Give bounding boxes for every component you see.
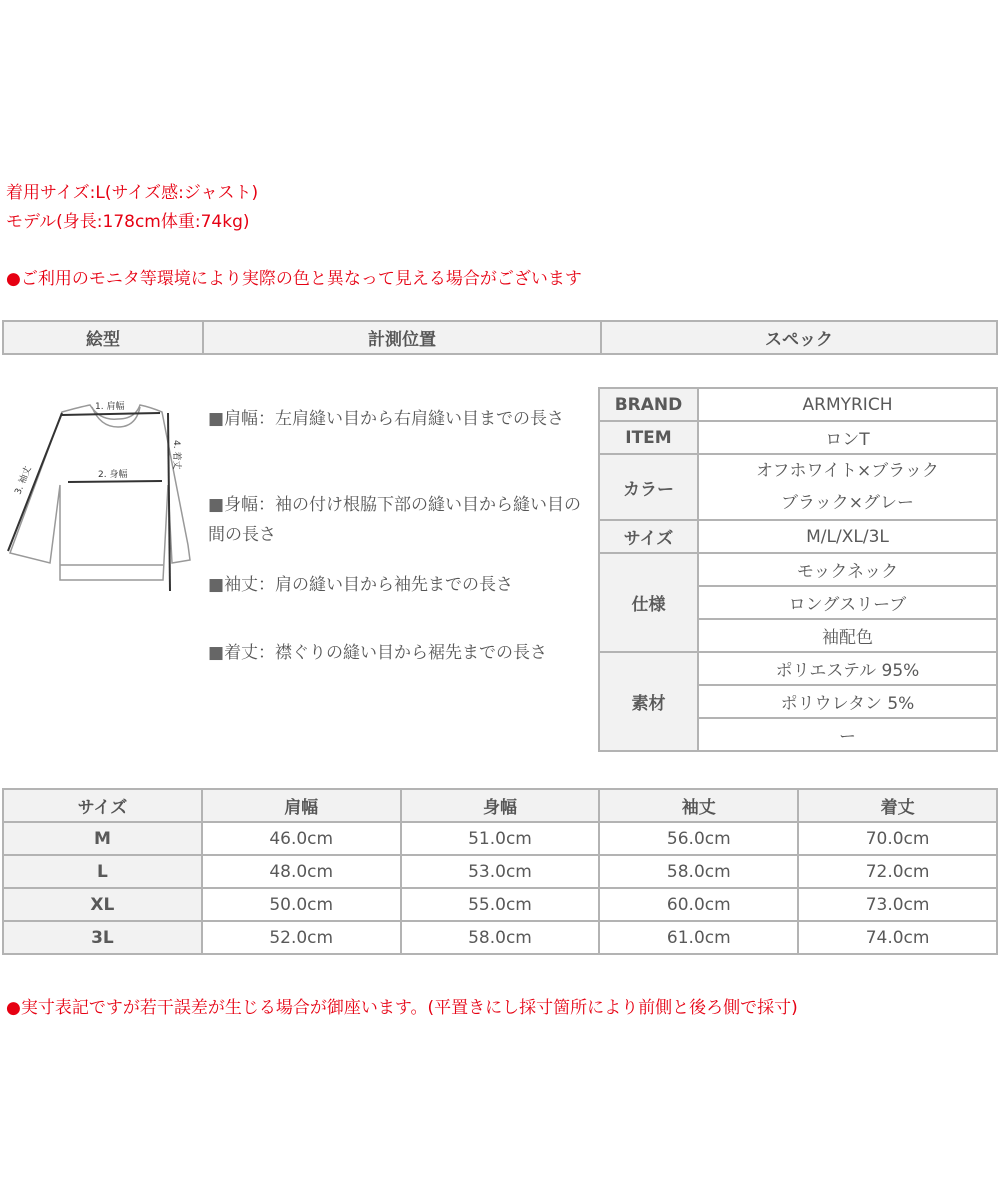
model-size-text: 着用サイズ:L(サイズ感:ジャスト) <box>6 183 259 203</box>
spec-brand-value: ARMYRICH <box>698 388 997 421</box>
measure-length: ■着丈：襟ぐりの縫い目から裾先までの長さ <box>208 643 548 663</box>
header-measure-position: 計測位置 <box>203 321 601 354</box>
size-label: L <box>3 855 202 888</box>
spec-features-label: 仕様 <box>599 553 698 652</box>
shirt-outline-icon <box>0 385 200 605</box>
spec-material-label: 素材 <box>599 652 698 751</box>
size-header: 着丈 <box>798 789 997 822</box>
size-cell: 74.0cm <box>798 921 997 954</box>
spec-table <box>598 387 998 752</box>
size-header: サイズ <box>3 789 202 822</box>
spec-feature: モックネック <box>698 553 997 586</box>
spec-size-label: サイズ <box>599 520 698 553</box>
spec-size-value: M/L/XL/3L <box>698 520 997 553</box>
size-cell: 58.0cm <box>599 855 798 888</box>
size-cell: 58.0cm <box>401 921 600 954</box>
spec-item-value: ロンT <box>698 421 997 454</box>
size-cell: 53.0cm <box>401 855 600 888</box>
spec-item-label: ITEM <box>599 421 698 454</box>
svg-text:1. 肩幅: 1. 肩幅 <box>95 402 125 412</box>
size-cell: 48.0cm <box>202 855 401 888</box>
spec-feature: ロングスリーブ <box>698 586 997 619</box>
shirt-diagram <box>0 385 200 605</box>
color-notice: ●ご利用のモニタ等環境により実際の色と異なって見える場合がございます <box>6 269 582 289</box>
header-illustration: 絵型 <box>3 321 203 354</box>
size-cell: 56.0cm <box>599 822 798 855</box>
model-body-text: モデル(身長:178cm体重:74kg) <box>6 212 250 232</box>
size-cell: 50.0cm <box>202 888 401 921</box>
spec-color-value: オフホワイト×ブラック ブラック×グレー <box>698 454 997 520</box>
size-cell: 70.0cm <box>798 822 997 855</box>
size-cell: 55.0cm <box>401 888 600 921</box>
measure-shoulder: ■肩幅：左肩縫い目から右肩縫い目までの長さ <box>208 409 565 429</box>
size-cell: 51.0cm <box>401 822 600 855</box>
size-header: 袖丈 <box>599 789 798 822</box>
measurement-notice: ●実寸表記ですが若干誤差が生じる場合が御座います。(平置きにし採寸箇所により前側と後ろ側で採寸) <box>6 998 798 1018</box>
size-cell: 61.0cm <box>599 921 798 954</box>
size-header: 肩幅 <box>202 789 401 822</box>
svg-text:3. 袖丈: 3. 袖丈 <box>13 465 34 497</box>
spec-feature: 袖配色 <box>698 619 997 652</box>
spec-color-label: カラー <box>599 454 698 520</box>
svg-text:2. 身幅: 2. 身幅 <box>98 470 128 480</box>
size-cell: 60.0cm <box>599 888 798 921</box>
size-label: 3L <box>3 921 202 954</box>
size-table <box>2 788 998 955</box>
section-header <box>2 320 998 355</box>
size-cell: 52.0cm <box>202 921 401 954</box>
spec-brand-label: BRAND <box>599 388 698 421</box>
table-row <box>3 921 997 954</box>
spec-material: ー <box>698 718 997 751</box>
size-cell: 72.0cm <box>798 855 997 888</box>
spec-material: ポリウレタン 5% <box>698 685 997 718</box>
measure-chest: ■身幅：袖の付け根脇下部の縫い目から縫い目の間の長さ <box>208 495 582 545</box>
spec-material: ポリエステル 95% <box>698 652 997 685</box>
size-cell: 73.0cm <box>798 888 997 921</box>
table-row <box>3 855 997 888</box>
size-label: M <box>3 822 202 855</box>
table-row <box>3 822 997 855</box>
table-row <box>3 888 997 921</box>
size-cell: 46.0cm <box>202 822 401 855</box>
svg-text:4. 着丈: 4. 着丈 <box>171 440 181 470</box>
size-label: XL <box>3 888 202 921</box>
size-header: 身幅 <box>401 789 600 822</box>
header-spec: スペック <box>601 321 997 354</box>
measure-sleeve: ■袖丈：肩の縫い目から袖先までの長さ <box>208 575 514 595</box>
